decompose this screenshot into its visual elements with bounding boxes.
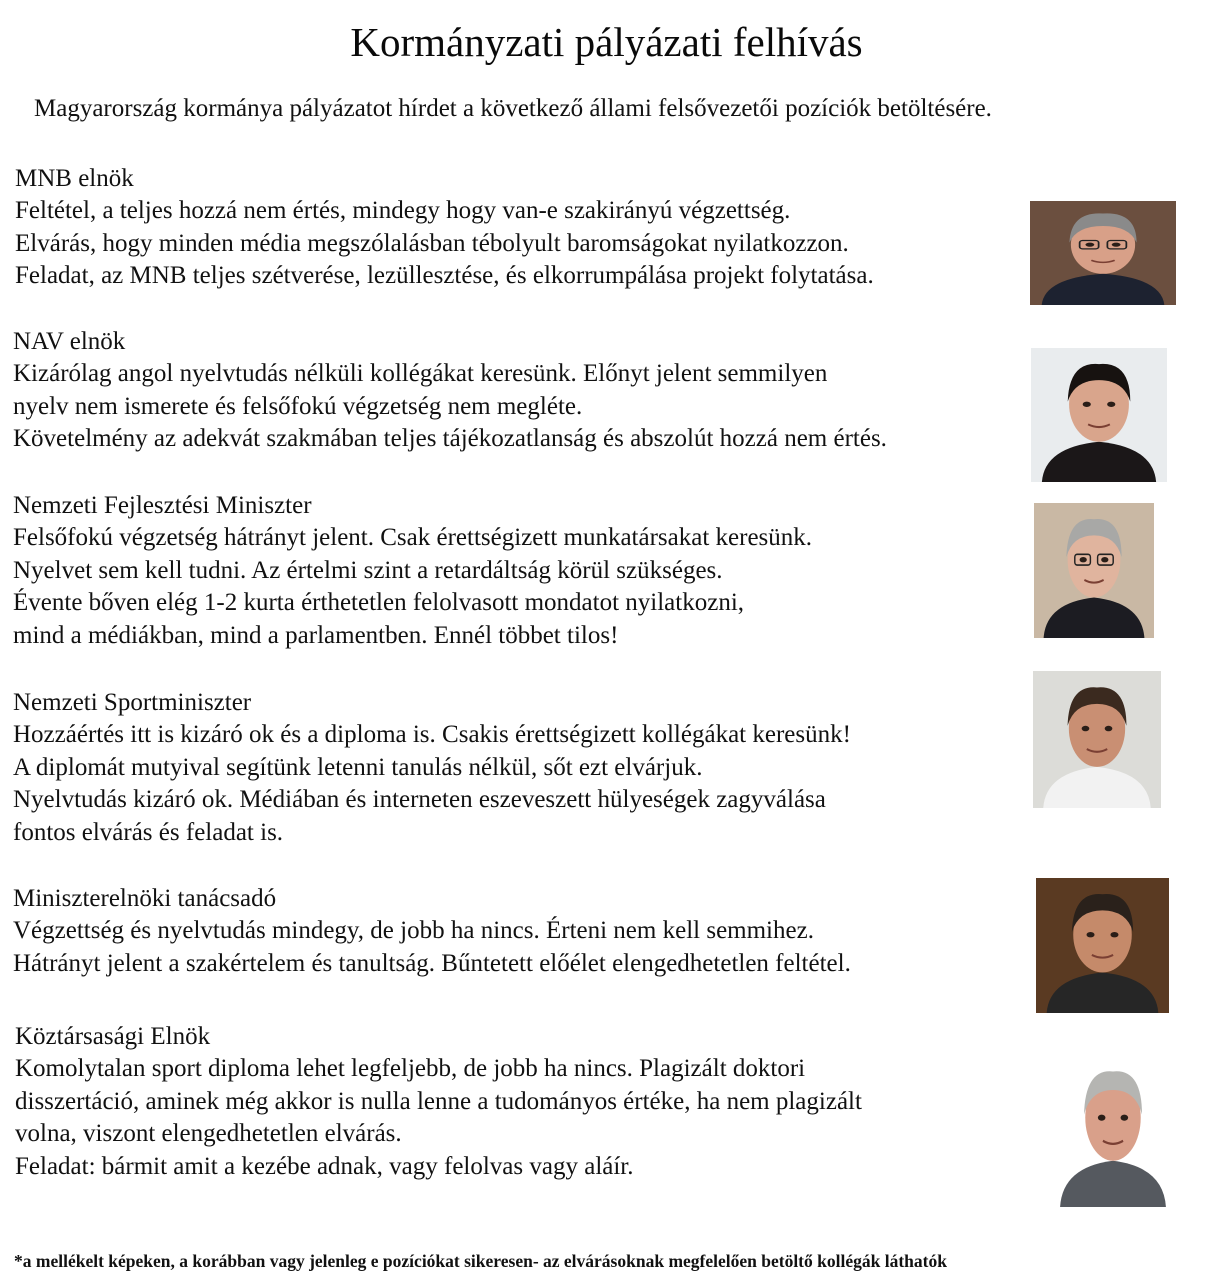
section-line: Nyelvtudás kizáró ok. Médiában és interneten eszeveszett hülyeségek zagyválása	[13, 786, 826, 813]
photo-eye	[1080, 557, 1087, 562]
section-line: fontos elvárás és feladat is.	[13, 818, 284, 846]
footnote: *a mellékelt képeken, a korábban vagy jelenleg e pozíciókat sikeresen- az elvárásoknak megfelelően betöltő kollégák láthatók	[14, 1251, 947, 1271]
portrait-illustration	[1036, 878, 1169, 1013]
section-line: Elvárás, hogy minden média megszólalásban tébolyult baromságokat nyilatkozzon.	[15, 229, 849, 257]
section-line: Évente bőven elég 1-2 kurta érthetetlen felolvasott mondatot nyilatkozni,	[13, 589, 745, 616]
page-title: Kormányzati pályázati felhívás	[350, 19, 863, 65]
section-line: A diplomát mutyival segítünk letenni tanulás nélkül, sőt ezt elvárjuk.	[13, 753, 703, 781]
photo-eye	[1083, 402, 1091, 407]
section-heading: Miniszterelnöki tanácsadó	[13, 885, 277, 912]
section-line: Feladat, az MNB teljes szétverése, lezüllesztése, és elkorrumpálása projekt folytatása.	[15, 262, 874, 289]
photo-eye	[1087, 932, 1095, 937]
section-line: Hátrányt jelent a szakértelem és tanultság. Bűntetett előélet elengedhetetlen feltétel.	[13, 949, 851, 977]
photo-eye	[1107, 402, 1115, 407]
section-line: Nyelvet sem kell tudni. Az értelmi szint a retardáltság körül szükséges.	[13, 556, 723, 584]
section-sportminiszter	[13, 687, 851, 849]
section-heading: Nemzeti Fejlesztési Miniszter	[13, 492, 312, 519]
section-line: Felsőfokú végzetség hátrányt jelent. Csak érettségizett munkatársakat keresünk.	[13, 524, 813, 551]
section-line: Feladat: bármit amit a kezébe adnak, vagy felolvas vagy aláír.	[15, 1152, 634, 1180]
photo-eye	[1101, 557, 1108, 562]
section-line: volna, viszont elengedhetetlen elvárás.	[15, 1120, 402, 1147]
section-mnb-elnok	[15, 163, 874, 293]
section-miniszterelnoki-tanacsado	[13, 883, 851, 980]
portrait-illustration	[1033, 671, 1161, 808]
photo-eye	[1112, 243, 1121, 247]
photo-eye	[1121, 1115, 1129, 1121]
section-heading: MNB elnök	[15, 165, 134, 192]
photo-eye	[1098, 1115, 1106, 1121]
section-line: disszertáció, aminek még akkor is nulla lenne a tudományos értéke, ha nem plagizált	[15, 1087, 862, 1115]
photo-eye	[1105, 726, 1113, 731]
photo-eye	[1082, 726, 1090, 731]
section-heading: NAV elnök	[13, 328, 126, 355]
section-nav-elnok	[13, 326, 887, 456]
portrait-photo-sportminiszter	[1033, 671, 1161, 808]
section-koztarsasagi-elnok	[15, 1021, 862, 1183]
portrait-illustration	[1030, 201, 1176, 305]
section-line: Végzettség és nyelvtudás mindegy, de jobb ha nincs. Érteni nem kell semmihez.	[13, 917, 814, 944]
section-line: Kizárólag angol nyelvtudás nélküli kollégákat keresünk. Előnyt jelent semmilyen	[13, 360, 828, 387]
portrait-photo-mnb-elnok	[1030, 201, 1176, 305]
section-line: Hozzáértés itt is kizáró ok és a diploma is. Csakis érettségizett kollégákat keresünk!	[13, 721, 851, 748]
portrait-photo-koztarsasagi-elnok	[1050, 1053, 1176, 1207]
section-heading: Nemzeti Sportminiszter	[13, 689, 252, 716]
portrait-illustration	[1034, 503, 1154, 638]
intro-text: Magyarország kormánya pályázatot hírdet a következő állami felsővezetői pozíciók betöltésére.	[34, 95, 992, 122]
section-line: nyelv nem ismerete és felsőfokú végzetség nem megléte.	[13, 392, 583, 420]
section-line: mind a médiákban, mind a parlamentben. Ennél többet tilos!	[13, 621, 619, 649]
portrait-photo-fejlesztesi-miniszter	[1034, 503, 1154, 638]
section-line: Követelmény az adekvát szakmában teljes tájékozatlanság és abszolút hozzá nem értés.	[13, 425, 887, 452]
portrait-illustration	[1050, 1053, 1176, 1207]
portrait-photo-nav-elnok	[1031, 348, 1167, 482]
photo-eye	[1110, 932, 1118, 937]
photo-eye	[1085, 243, 1094, 247]
section-line: Feltétel, a teljes hozzá nem értés, mindegy hogy van-e szakirányú végzettség.	[15, 197, 791, 224]
portrait-illustration	[1031, 348, 1167, 482]
section-heading: Köztársasági Elnök	[15, 1023, 211, 1050]
section-fejlesztesi-miniszter	[13, 490, 812, 652]
portrait-photo-miniszterelnoki-tanacsado	[1036, 878, 1169, 1013]
section-line: Komolytalan sport diploma lehet legfeljebb, de jobb ha nincs. Plagizált doktori	[15, 1055, 806, 1082]
